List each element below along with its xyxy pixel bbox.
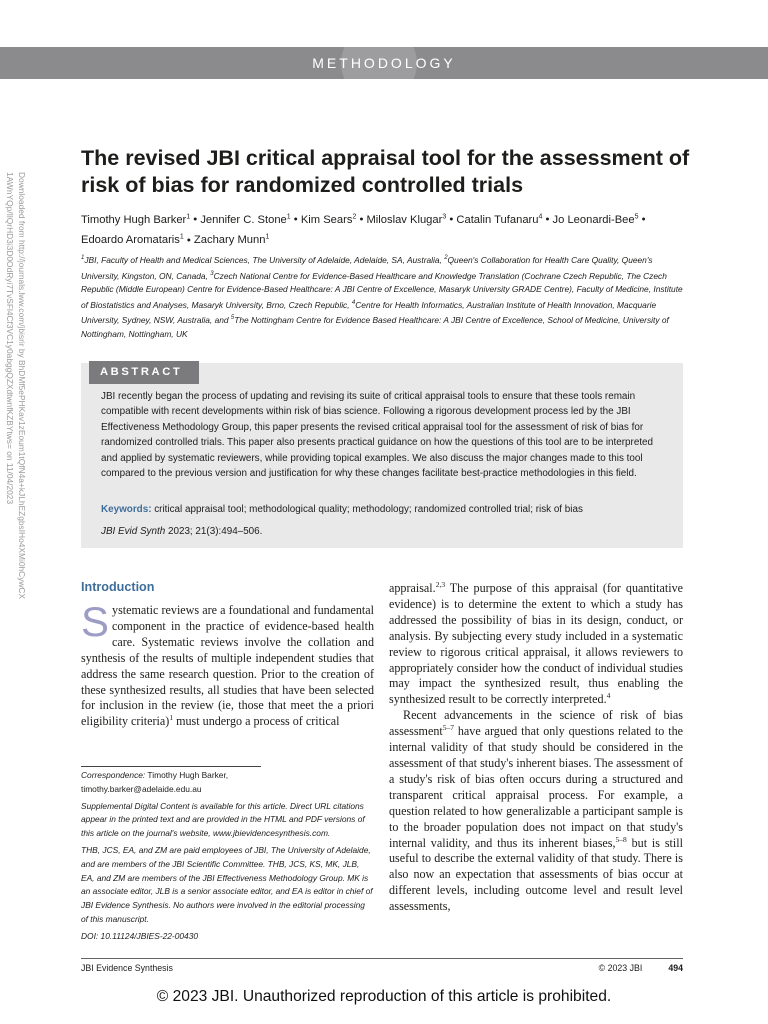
author-separator: • [193,213,198,226]
citation-details: 2023; 21(3):494–506. [167,526,263,537]
author-affiliation-ref: 1 [186,213,191,220]
citation-journal: JBI Evid Synth [101,526,166,537]
left-column [81,598,374,730]
citation-ref: 2,3 [435,579,446,589]
author-name: Jennifer C. Stone [200,213,287,226]
correspondence-label: Correspondence: [81,770,146,780]
author [456,214,542,226]
supplemental-note: Supplemental Digital Content is available for this article. Direct URL citations appear in the printed text and are provided in the HTML and PDF versions of this article on the journal's website, www.jbievidencesynthesis.com. [81,800,365,839]
author-separator: • [359,213,364,226]
author-name: Timothy Hugh Barker [81,213,187,226]
drop-cap: S [81,598,110,645]
affiliation-text: Czech National Centre for Evidence-Based Healthcare and Knowledge Translation (Cochrane Czech Republic, The Czech Republic (Middle European) Centre for Evidence-Based Healthcare: A JBI Centre of Excellence, Masaryk University GRADE Centre), Faculty of Medicine, Institute of Biostatistics and Analyses, Masaryk University, Brno, Czech Republic, [81,270,683,310]
author [194,234,269,246]
author-list [81,208,701,249]
author [553,214,639,226]
footnote-divider [81,766,261,767]
text-span: but is still useful to describe the external validity of that study. There is also now an expectation that assessments of bias occur at different levels, including outcome level and result level assessments, [389,835,683,914]
affiliation-text: Centre for Health Informatics, Australian Institute of Health Innovation, Macquarie University, Sydney, NSW, Australia, and [81,299,657,325]
affiliations [81,252,683,341]
citation-ref: 1 [169,713,174,723]
keywords-list: critical appraisal tool; methodological quality; methodology; randomized controlled trial; risk of bias [154,504,583,515]
author-name: Catalin Tufanaru [456,213,539,226]
copyright-notice: © 2023 JBI. Unauthorized reproduction of this article is prohibited. [156,988,612,1005]
intro-text-1-end: must undergo a process of critical [173,714,340,729]
affiliation-text: Queen's Collaboration for Health Care Quality, Queen's University, Kingston, ON, Canada, [81,254,653,281]
footer-journal: JBI Evidence Synthesis [81,963,173,973]
citation-ref: 4 [606,691,611,701]
author-separator: • [641,213,646,226]
conflict-of-interest-note: THB, JCS, EA, and ZM are paid employees of JBI, The University of Adelaide, and are members of the JBI Scientific Committee. THB, JCS, KS, MK, JLB, EA, and ZM are members of the JBI Effectiveness Methodology Group. MK is an associate editor, JLB is a senior associate editor, and EA is editor in chief of JBI Evidence Synthesis. No authors were involved in the editorial processing of this manuscript. [81,844,373,924]
correspondence-name: Timothy Hugh Barker, [145,770,229,780]
author-name: Zachary Munn [193,234,266,247]
text-span: The purpose of this appraisal (for quantitative evidence) is to determine the extent to which a study has addressed the possibility of bias in its design, conduct, or analysis. By subjecting every study included in a systematic review to rigorous critical appraisal, it allows reviewers to appropriately consider how the conduct of individual studies may impact the synthesized result, thus enabling the synthesized result to be correctly interpreted. [389,581,683,707]
author [81,214,190,226]
intro-paragraph-1 [81,598,374,730]
correspondence-email[interactable]: timothy.barker@adelaide.edu.au [81,783,202,794]
keywords [101,502,669,517]
intro-text-1: ystematic reviews are a foundational and fundamental component in the practice of evidence-based health care. Systematic reviews involve the collation and synthesis of the results of multiple independent studies that address the same research question. Prior to the creation of these synthesized results, all studies that have been selected for inclusion in the review (ie, those that meet the a priori eligibility criteria) [81,603,374,729]
author [301,214,357,226]
text-span: have argued that only questions related to the internal validity of that study should be considered in the assessment of that study's inherent biases. The assessment of a study's risk of bias often occurs during a structured and transparent critical appraisal process. For example, a question related to how generalizable a participant sample is to the broader population does not impact on that study's internal validity, and thus its inherent biases, [389,724,683,850]
author-affiliation-ref: 1 [286,213,291,220]
right-column [389,581,683,915]
correspondence [81,769,373,797]
author-affiliation-ref: 5 [634,213,639,220]
section-banner-label: METHODOLOGY [312,55,456,71]
author-name: Jo Leonardi-Bee [552,213,635,226]
affiliation-text: JBI, Faculty of Health and Medical Sciences, The University of Adelaide, Adelaide, SA, Australia, [84,254,445,265]
keywords-label: Keywords: [101,504,152,515]
intro-paragraph-1-cont [389,581,683,708]
affiliation-text: The Nottingham Centre for Evidence Based Healthcare: A JBI Centre of Excellence, School of Medicine, University of Nottingham, Nottingham, UK [81,315,669,339]
introduction-heading: Introduction [81,580,155,594]
section-banner [0,47,768,79]
affiliation-number: 1 [81,255,85,261]
author-separator: • [186,234,191,247]
article-title: The revised JBI critical appraisal tool for the assessment of risk of bias for randomized controlled trials [81,146,690,197]
author [366,214,446,226]
author-separator: • [449,213,454,226]
footer-right [560,963,683,973]
affiliation-number: 2 [444,255,448,261]
author-affiliation-ref: 1 [265,233,270,241]
affiliation-number: 5 [230,315,235,322]
author-affiliation-ref: 2 [352,213,357,220]
doi[interactable]: DOI: 10.11124/JBIES-22-00430 [81,930,199,941]
watermark-line-2: 1AWnYQp/IlQrHD3i3D0OdRyi7TvSFl4Cf3VC1y0abggQZXdtwnfKZBYtws= on 11/04/2023 [5,172,15,505]
affiliation-number: 4 [351,299,356,306]
affiliation-number: 3 [210,270,214,277]
author [81,234,184,246]
author-name: Miloslav Klugar [366,213,443,226]
intro-paragraph-2 [389,708,683,915]
abstract-label: ABSTRACT [89,361,199,384]
author-separator: • [293,213,298,226]
footer-copyright: © 2023 JBI [598,963,643,973]
citation [101,524,669,539]
watermark-line-1: Downloaded from http://journals.lww.com/jbisrir by BhDMf5ePHKav1zEoum1tQfN4a+kJLhEZgbsIHo4XMi0hCywCX [17,172,27,600]
author-name: Edoardo Aromataris [81,234,180,247]
citation-ref: 5–8 [615,834,627,844]
author-name: Kim Sears [300,213,353,226]
download-watermark [5,172,28,600]
text-span: appraisal. [389,581,436,595]
author-affiliation-ref: 1 [179,233,184,241]
author-affiliation-ref: 4 [538,213,543,220]
author-affiliation-ref: 3 [442,213,447,220]
citation-ref: 5–7 [442,723,454,733]
footnotes [81,769,373,947]
author-separator: • [545,213,550,226]
author [200,214,290,226]
page-number: 494 [668,963,683,973]
abstract-text: JBI recently began the process of updating and revising its suite of critical appraisal tools to ensure that these tools remain compatible with recent developments within risk of bias science. Following a rigorous development process led by the JBI Effectiveness Methodology Group, this paper presents the revised critical appraisal tool for the assessment of risk of bias for randomized controlled trials. This paper also presents practical guidance on how the questions of this tool are to be interpreted and applied by systematic reviewers, while providing topical examples. We also discuss the major changes made to this tool compared to the previous version and justification for why these changes facilitate best-practice methodologies in this field. [101,391,654,480]
footer-divider [81,958,683,959]
text-span: Recent advancements in the science of risk of bias assessment [389,708,683,739]
